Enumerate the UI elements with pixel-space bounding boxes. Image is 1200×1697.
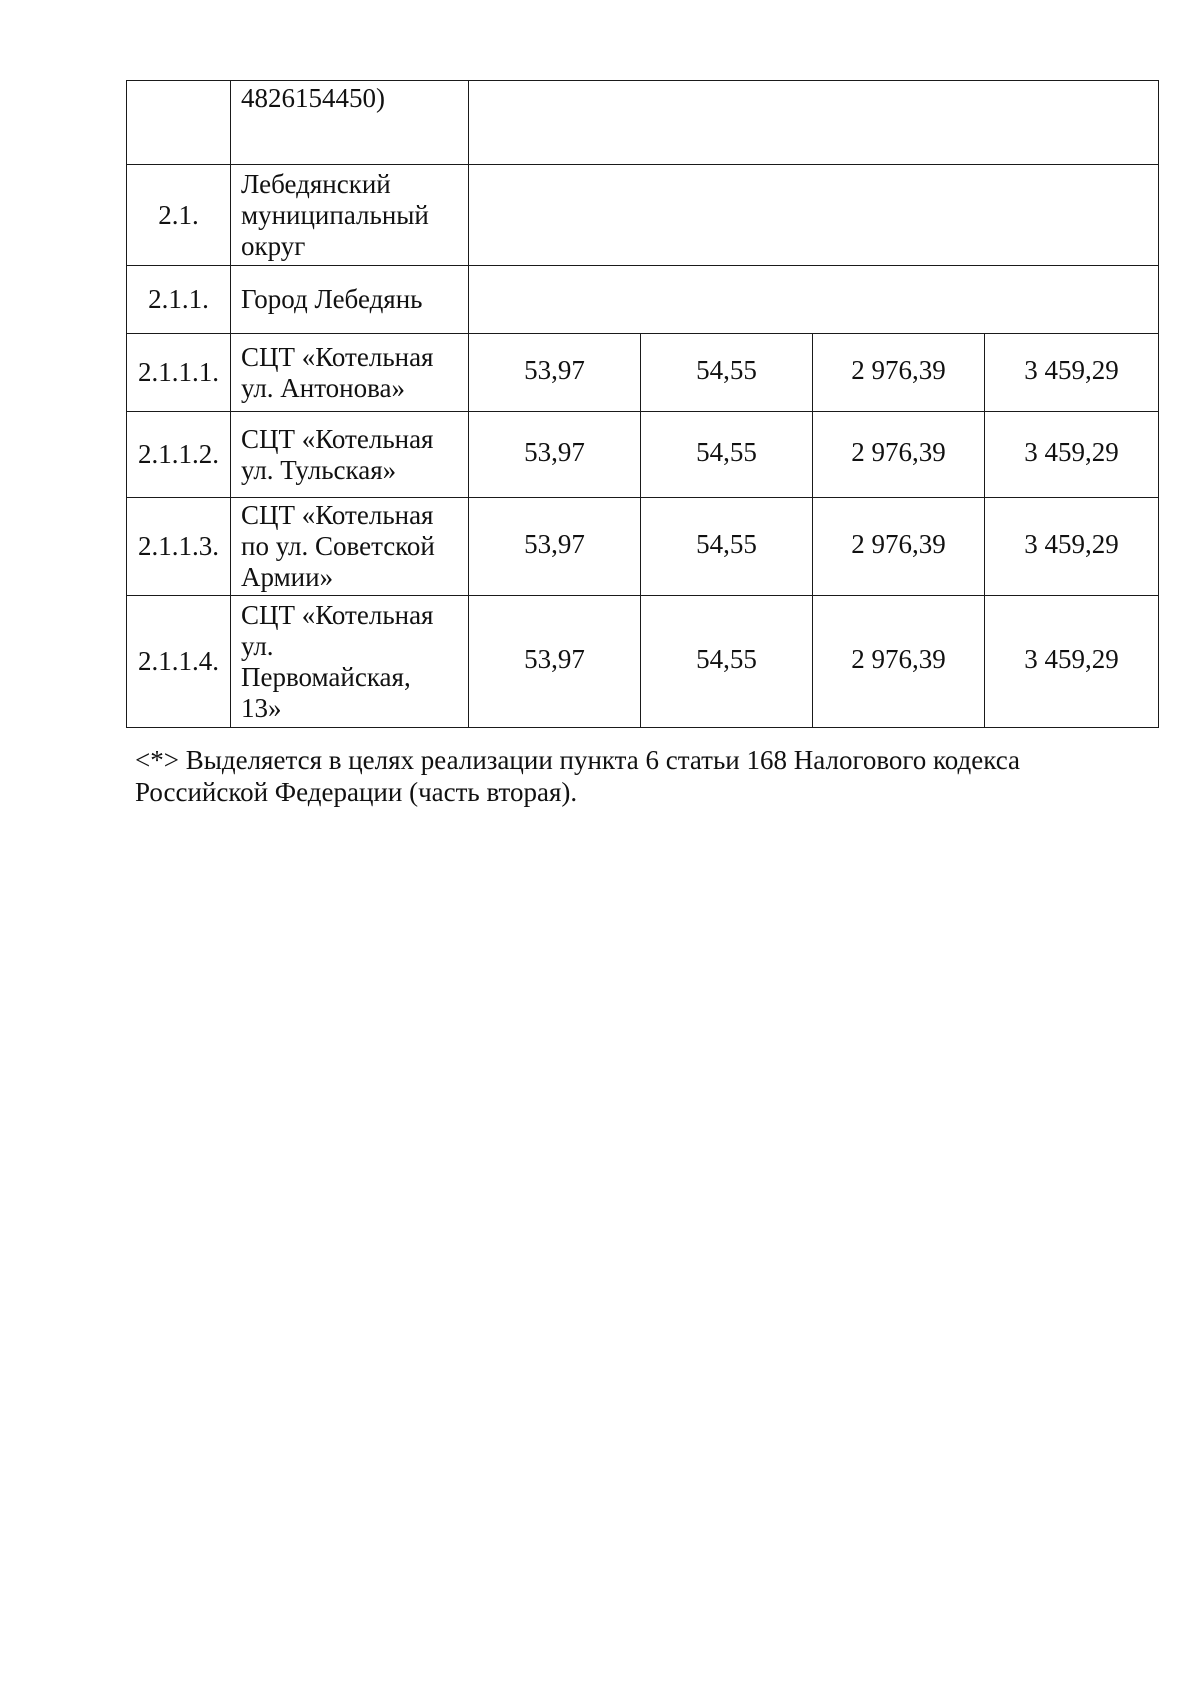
name-line: СЦТ «Котельная	[241, 341, 434, 372]
value-text: 53,97	[524, 355, 585, 385]
value-text: 54,55	[696, 437, 757, 467]
name-line: СЦТ «Котельная	[241, 500, 434, 530]
name-cell: 4826154450)	[231, 81, 469, 165]
number-cell	[127, 81, 231, 165]
value-text: 2 976,39	[851, 355, 946, 385]
name-line: СЦТ «Котельная	[241, 423, 434, 454]
number-cell: 2.1.1.	[127, 266, 231, 334]
value-text: 3 459,29	[1024, 529, 1119, 559]
value-cell-4	[985, 498, 1159, 596]
value-cell-2	[641, 596, 813, 728]
value-cell-1	[469, 498, 641, 596]
table-row	[127, 498, 1159, 596]
table-row-region	[127, 165, 1159, 266]
empty-values-cell	[469, 81, 1159, 165]
value-text: 53,97	[524, 644, 585, 674]
name-line: ул. Антонова»	[241, 372, 406, 403]
name-line: Лебедянский	[241, 168, 391, 199]
value-cell-4	[985, 334, 1159, 412]
footnote-line: <*> Выделяется в целях реализации пункта 6 статьи 168 Налогового кодекса	[135, 745, 1020, 775]
value-cell-4	[985, 596, 1159, 728]
tariff-table	[126, 80, 1159, 728]
name-line: ул. Тульская»	[241, 454, 397, 485]
table-row-city	[127, 266, 1159, 334]
value-text: 54,55	[696, 644, 757, 674]
value-cell-1	[469, 596, 641, 728]
table-row	[127, 596, 1159, 728]
empty-values-cell	[469, 266, 1159, 334]
value-cell-1	[469, 334, 641, 412]
value-text: 3 459,29	[1024, 644, 1119, 674]
name-line: 13»	[241, 692, 282, 723]
table-row	[127, 412, 1159, 498]
name-cell: Город Лебедянь	[231, 266, 469, 334]
value-text: 54,55	[696, 355, 757, 385]
number-cell: 2.1.1.2.	[127, 412, 231, 498]
value-cell-3	[813, 596, 985, 728]
value-text: 53,97	[524, 437, 585, 467]
name-line: по ул. Советской	[241, 531, 435, 561]
value-cell-2	[641, 498, 813, 596]
value-cell-2	[641, 334, 813, 412]
name-cell	[231, 498, 469, 596]
value-cell-3	[813, 334, 985, 412]
number-cell: 2.1.1.4.	[127, 596, 231, 728]
value-cell-1	[469, 412, 641, 498]
value-text: 54,55	[696, 529, 757, 559]
name-cell	[231, 165, 469, 266]
value-text: 2 976,39	[851, 437, 946, 467]
value-text: 53,97	[524, 529, 585, 559]
name-line: СЦТ «Котельная	[241, 599, 434, 630]
number-cell: 2.1.1.3.	[127, 498, 231, 596]
value-cell-3	[813, 412, 985, 498]
name-line: ул.	[241, 630, 274, 661]
name-line: Армии»	[241, 562, 334, 592]
name-cell	[231, 412, 469, 498]
name-cell	[231, 596, 469, 728]
value-cell-4	[985, 412, 1159, 498]
number-cell: 2.1.1.1.	[127, 334, 231, 412]
name-line: муниципальный	[241, 199, 429, 230]
name-line: округ	[241, 230, 306, 261]
number-cell: 2.1.	[127, 165, 231, 266]
value-cell-2	[641, 412, 813, 498]
value-cell-3	[813, 498, 985, 596]
footnote-line: Российской Федерации (часть вторая).	[135, 777, 578, 807]
value-text: 2 976,39	[851, 529, 946, 559]
value-text: 2 976,39	[851, 644, 946, 674]
table-row	[127, 334, 1159, 412]
name-line: Первомайская,	[241, 661, 411, 692]
value-text: 3 459,29	[1024, 355, 1119, 385]
table-row-continuation	[127, 81, 1159, 165]
empty-values-cell	[469, 165, 1159, 266]
name-cell	[231, 334, 469, 412]
footnote	[135, 744, 1135, 808]
value-text: 3 459,29	[1024, 437, 1119, 467]
